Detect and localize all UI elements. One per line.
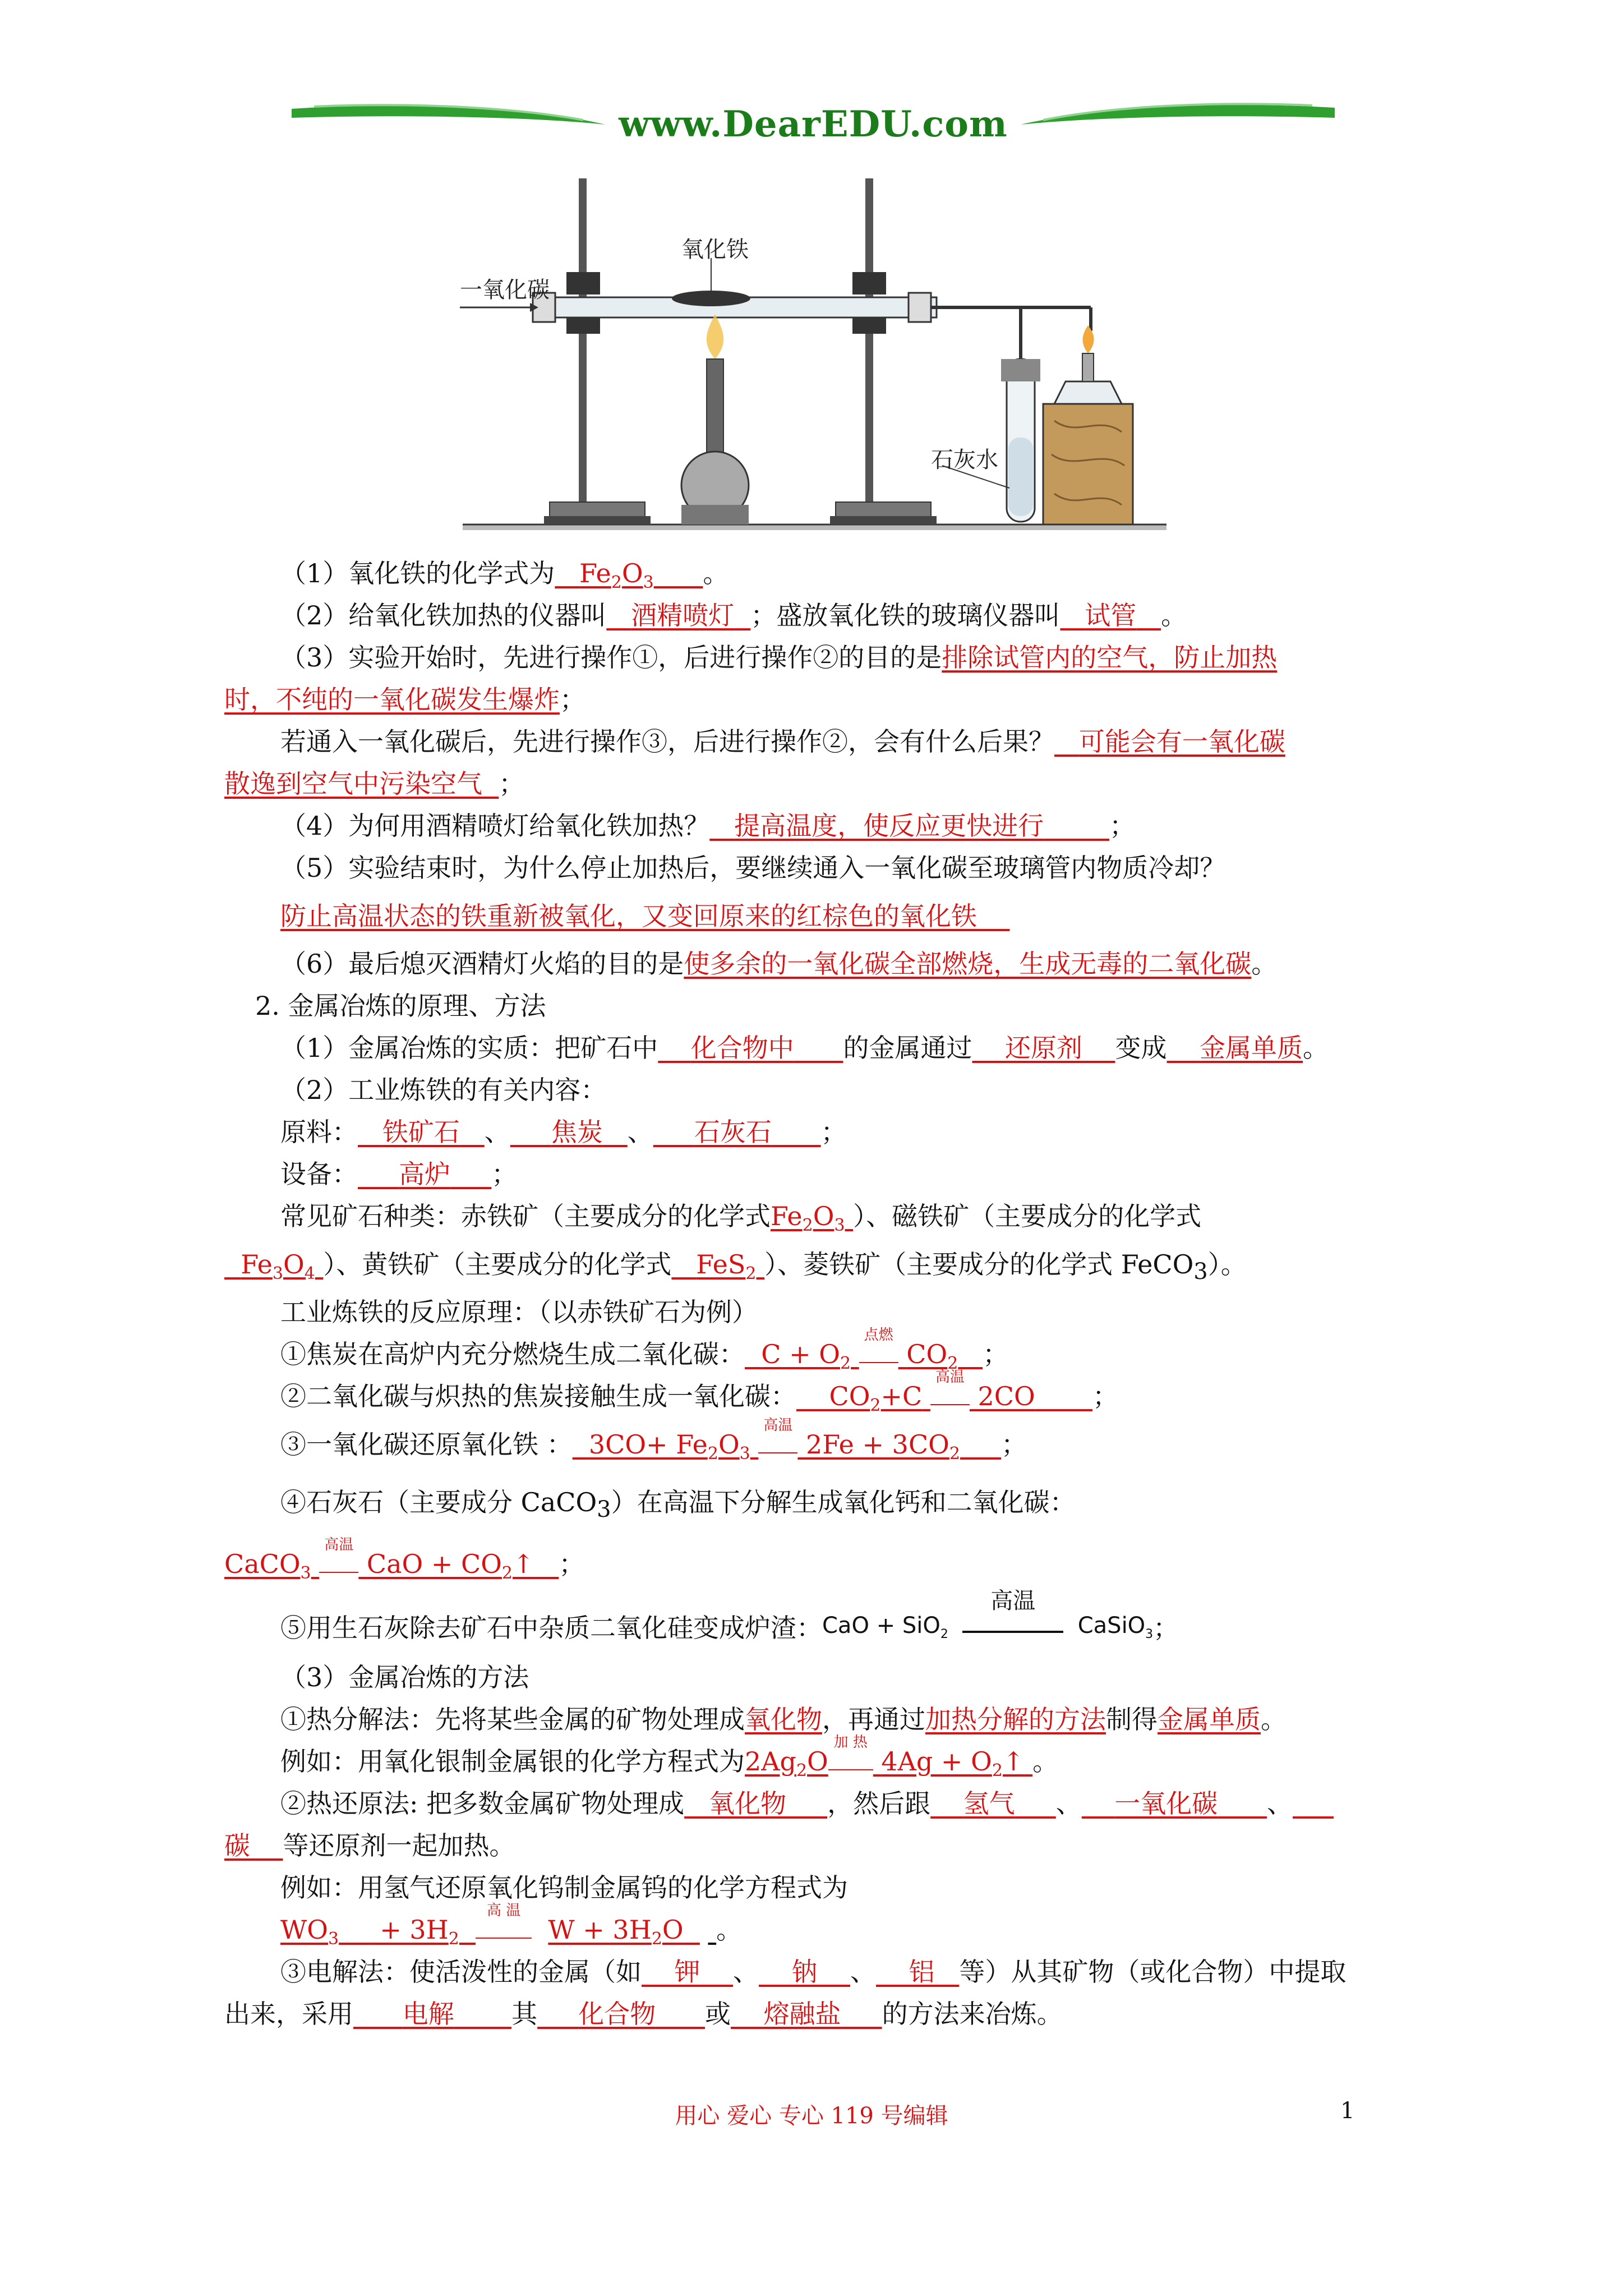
s2-2-line: （2）工业炼铁的有关内容： (280, 1075, 607, 1105)
section-3-title: （3）金属冶炼的方法 (280, 1662, 529, 1692)
answer-raw-1: 铁矿石 (382, 1117, 460, 1147)
reaction-1-line: ①焦炭在高炉内充分燃烧生成二氧化碳： $C + O_2$ 点燃 $CO_2$ ； (280, 1327, 1009, 1374)
equation-m1: $2Ag_2O$ (745, 1746, 828, 1781)
method-3-line: ③电解法：使活泼性的金属（如 钾 、 钠 、 铝 等）从其矿物（或化合物）中提取 (280, 1957, 1347, 1987)
reaction-3-line: ③一氧化碳还原氧化铁 ： $3CO+ Fe_2O_3$ 高温 $2Fe + 3CO_2$ ； (280, 1417, 1027, 1464)
q2-line: （2）给氧化铁加热的仪器叫 酒精喷灯 ；盛放氧化铁的玻璃仪器叫 试管 。 (280, 600, 1187, 631)
raw-materials-line: 原料： 铁矿石 、 焦炭 、 石灰石 ； (280, 1117, 847, 1147)
answer-equipment: 高炉 (399, 1159, 451, 1189)
answer-s2-1-1: 化合物中 (690, 1033, 794, 1063)
method-3-line-2: 出来，采用 电解 其 化合物 或 熔融盐 的方法来冶炼。 (224, 1999, 1063, 2029)
reaction-5-line: ⑤用生石灰除去矿石中杂质二氧化硅变成炉渣：CaO + SiO$_2$ 高温 CaSiO$_3$； (224, 1595, 1413, 1657)
method-2-example-line: 例如：用氢气还原氧化钨制金属钨的化学方程式为 (280, 1872, 848, 1903)
page-number: 1 (1340, 2098, 1355, 2124)
answer-q2-2: 试管 (1085, 600, 1137, 631)
page-footer: 用心 爱心 专心 119 号编辑 (675, 2103, 948, 2129)
equation-5: CaO + SiO$_2$ 高温 CaSiO$_3$ (822, 1588, 1154, 1641)
principle-line: 工业炼铁的反应原理：（以赤铁矿石为例） (280, 1297, 758, 1327)
answer-m3-2: 钠 (791, 1957, 818, 1987)
answer-m2-1: 氧化物 (709, 1788, 786, 1819)
method-2-line-2: 碳 等还原剂一起加热。 (224, 1830, 515, 1861)
q1-line: （1）氧化铁的化学式为 $Fe_2O_3$ 。 (280, 558, 729, 593)
answer-ore-1: $Fe_2O_3$ (771, 1201, 845, 1236)
reaction-4-line: ④石灰石（主要成分 CaCO$_3$）在高温下分解生成氧化钙和二氧化碳： (280, 1487, 1076, 1523)
answer-s2-1-3: 金属单质 (1200, 1033, 1303, 1063)
q3-line: （3）实验开始时，先进行操作①，后进行操作②的目的是排除试管内的空气，防止加热 (280, 642, 1278, 673)
reaction-2-line: ②二氧化碳与炽热的焦炭接触生成一氧化碳： $CO_2+C$ 高温 2CO ； (280, 1369, 1119, 1416)
equation-4: CaCO$_3$ (224, 1549, 311, 1584)
answer-m1-1: 氧化物 (745, 1704, 822, 1734)
answer-q5: 防止高温状态的铁重新被氧化，又变回原来的红棕色的氧化铁 (280, 901, 977, 931)
answer-m2-3: 一氧化碳 (1114, 1788, 1218, 1819)
answer-m1-2: 加热分解的方法 (925, 1704, 1106, 1734)
answer-ore-3: FeS$_2$ (696, 1249, 757, 1284)
method-2-equation-line: $WO_3$ + $3H_2$ 高 温 $W + 3H_2O$ 。 (280, 1902, 743, 1949)
answer-q2-1: 酒精喷灯 (631, 600, 735, 631)
q5-answer-line (224, 889, 1413, 943)
answer-ore-2: $Fe_3O_4$ (241, 1249, 315, 1284)
equation-3: $3CO+ Fe_2O_3$ (588, 1429, 750, 1464)
answer-m3b-3: 熔融盐 (763, 1999, 841, 2029)
q4-line: （4）为何用酒精喷灯给氧化铁加热？ 提高温度，使反应更快进行 ； (280, 811, 1136, 841)
equipment-line: 设备： 高炉 ； (280, 1159, 518, 1189)
figure-label-limewater: 石灰水 (931, 447, 998, 473)
equation-1: $C + O_2$ (761, 1339, 851, 1374)
q6-line: （6）最后熄灭酒精灯火焰的目的是使多余的一氧化碳全部燃烧，生成无毒的二氧化碳。 (280, 949, 1278, 979)
answer-q3-b: 时，不纯的一氧化碳发生爆炸 (224, 684, 560, 715)
site-header (292, 84, 1335, 168)
q3b-line-2: 散逸到空气中污染空气 ； (224, 769, 525, 799)
answer-m3-1: 钾 (674, 1957, 700, 1987)
answer-s2-1-2: 还原剂 (1005, 1033, 1083, 1063)
experiment-apparatus-icon (460, 174, 1172, 539)
answer-raw-3: 石灰石 (694, 1117, 772, 1147)
answer-q3b-b: 散逸到空气中污染空气 (224, 769, 482, 799)
answer-q3-a: 排除试管内的空气，防止加热 (942, 642, 1278, 673)
answer-m2-2: 氢气 (963, 1788, 1015, 1819)
method-1-line: ①热分解法：先将某些金属的矿物处理成氧化物，再通过加热分解的方法制得金属单质。 (280, 1704, 1287, 1734)
reaction-4-eq-line: CaCO$_3$ 高温 CaO + $CO_2↑$ ； (224, 1536, 585, 1584)
answer-raw-2: 焦炭 (551, 1117, 603, 1147)
apparatus-figure (460, 174, 1172, 539)
q3b-line: 若通入一氧化碳后，先进行操作③，后进行操作②，会有什么后果？ 可能会有一氧化碳 (280, 726, 1285, 757)
document-body (224, 553, 1413, 2035)
q3-line-2: 时，不纯的一氧化碳发生爆炸； (224, 684, 585, 715)
answer-m1-3: 金属单质 (1158, 1704, 1261, 1734)
figure-label-fe2o3: 氧化铁 (681, 237, 749, 263)
q5-line: （5）实验结束时，为什么停止加热后，要继续通入一氧化碳至玻璃管内物质冷却？ (280, 853, 1226, 883)
equation-m2: $WO_3$ + $3H_2$ (280, 1915, 459, 1949)
answer-m3-3: 铝 (909, 1957, 935, 1987)
method-1-example-line: 例如：用氧化银制金属银的化学方程式为$2Ag_2O$ 加 热 $4Ag + O_2↑$ 。 (280, 1734, 1059, 1781)
ores-line: 常见矿石种类：赤铁矿（主要成分的化学式$Fe_2O_3$ ）、磁铁矿（主要成分的化学式 (280, 1201, 1202, 1236)
figure-label-co: 一氧化碳 (460, 277, 550, 303)
site-name[interactable]: www.DearEDU.com (619, 103, 1008, 145)
method-2-line: ②热还原法: 把多数金属矿物处理成 氧化物 ，然后跟 氢气 、 一氧化碳 、 (280, 1788, 1293, 1819)
answer-q4: 提高温度，使反应更快进行 (734, 811, 1044, 841)
answer-q3b-a: 可能会有一氧化碳 (1078, 726, 1285, 757)
answer-m3b-1: 电解 (402, 1999, 454, 2029)
section-2-title: 2. 金属冶炼的原理、方法 (255, 991, 546, 1021)
equation-2: $CO_2+C$ (829, 1381, 923, 1416)
ores-line-2: $Fe_3O_4$ ）、黄铁矿（主要成分的化学式 FeS$_2$ ）、菱铁矿（主要成分的化学式 FeCO$_3$）。 (224, 1237, 1413, 1291)
answer-q1: $Fe_2O_3$ (579, 558, 654, 593)
s2-1-line: （1）金属冶炼的实质：把矿石中 化合物中 的金属通过 还原剂 变成 金属单质。 (280, 1033, 1329, 1063)
answer-m2-4: 碳 (224, 1830, 250, 1861)
answer-m3b-2: 化合物 (578, 1999, 656, 2029)
answer-q6: 使多余的一氧化碳全部燃烧，生成无毒的二氧化碳 (684, 949, 1252, 979)
